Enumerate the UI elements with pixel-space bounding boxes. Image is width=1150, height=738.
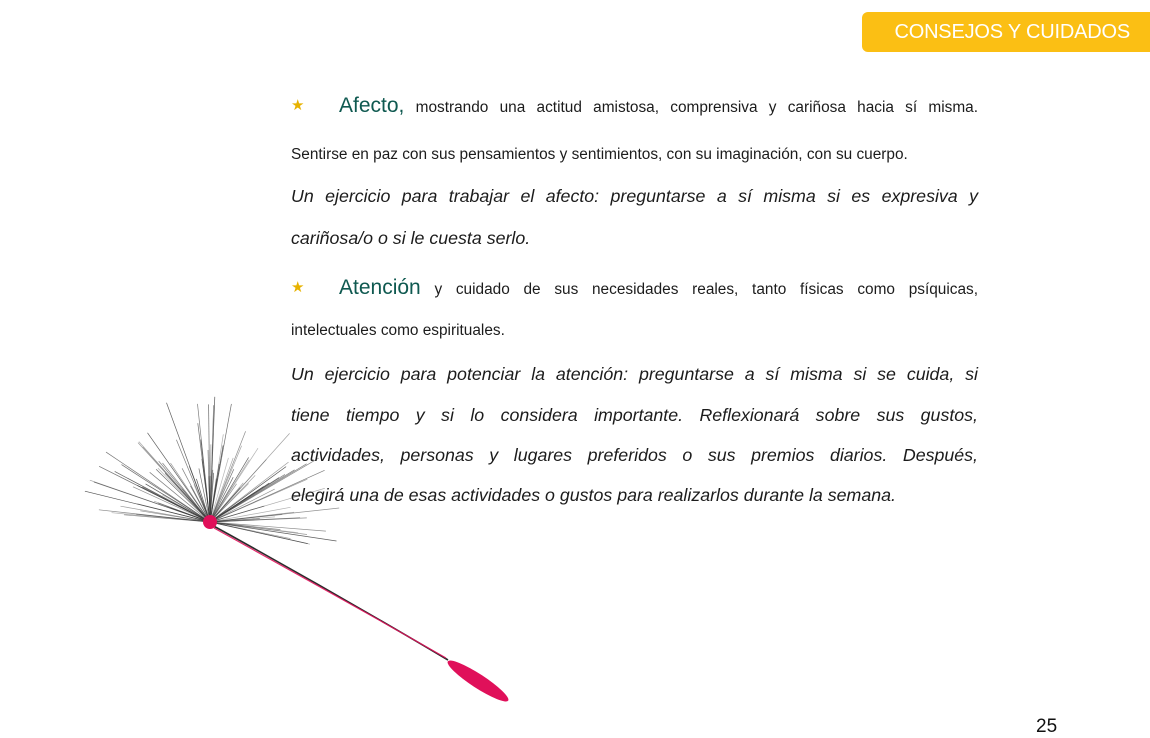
afecto-exercise-line: cariñosa/o o si le cuesta serlo. xyxy=(291,228,531,248)
afecto-text: mostrando una actitud amistosa, comprensiva y cariñosa hacia sí misma. xyxy=(415,99,979,116)
atencion-exercise-line: Un ejercicio para potenciar la atención: preguntarse a sí misma si se cuida, si xyxy=(291,364,978,384)
keyword-afecto: Afecto, xyxy=(339,94,405,117)
atencion-text-line: intelectuales como espirituales. xyxy=(291,322,505,339)
keyword-atencion: Atención xyxy=(339,276,421,299)
atencion-exercise-line: tiene tiempo y si lo considera importante. Reflexionará sobre sus gustos, xyxy=(291,405,978,425)
pappus-filament xyxy=(106,452,210,522)
dandelion-seed xyxy=(444,656,512,707)
atencion-text: y cuidado de sus necesidades reales, tanto físicas como psíquicas, xyxy=(434,281,978,298)
star-icon: ★ xyxy=(291,97,305,114)
afecto-heading-line xyxy=(291,94,978,118)
atencion-exercise-line: actividades, personas y lugares preferidos o sus premios diarios. Después, xyxy=(291,445,978,465)
dandelion-stem-accent xyxy=(214,528,446,658)
atencion-exercise-line: elegirá una de esas actividades o gustos para realizarlos durante la semana. xyxy=(291,485,896,505)
section-tab: CONSEJOS Y CUIDADOS xyxy=(862,12,1150,52)
star-icon: ★ xyxy=(291,279,305,296)
pappus-filament xyxy=(210,522,337,541)
afecto-text-line: Sentirse en paz con sus pensamientos y sentimientos, con su imaginación, con su cuerpo. xyxy=(291,146,908,163)
afecto-exercise-line: Un ejercicio para trabajar el afecto: preguntarse a sí misma si es expresiva y xyxy=(291,186,978,206)
dandelion-center xyxy=(203,515,217,529)
atencion-heading-line xyxy=(291,276,978,300)
page-number: 25 xyxy=(1036,716,1058,737)
